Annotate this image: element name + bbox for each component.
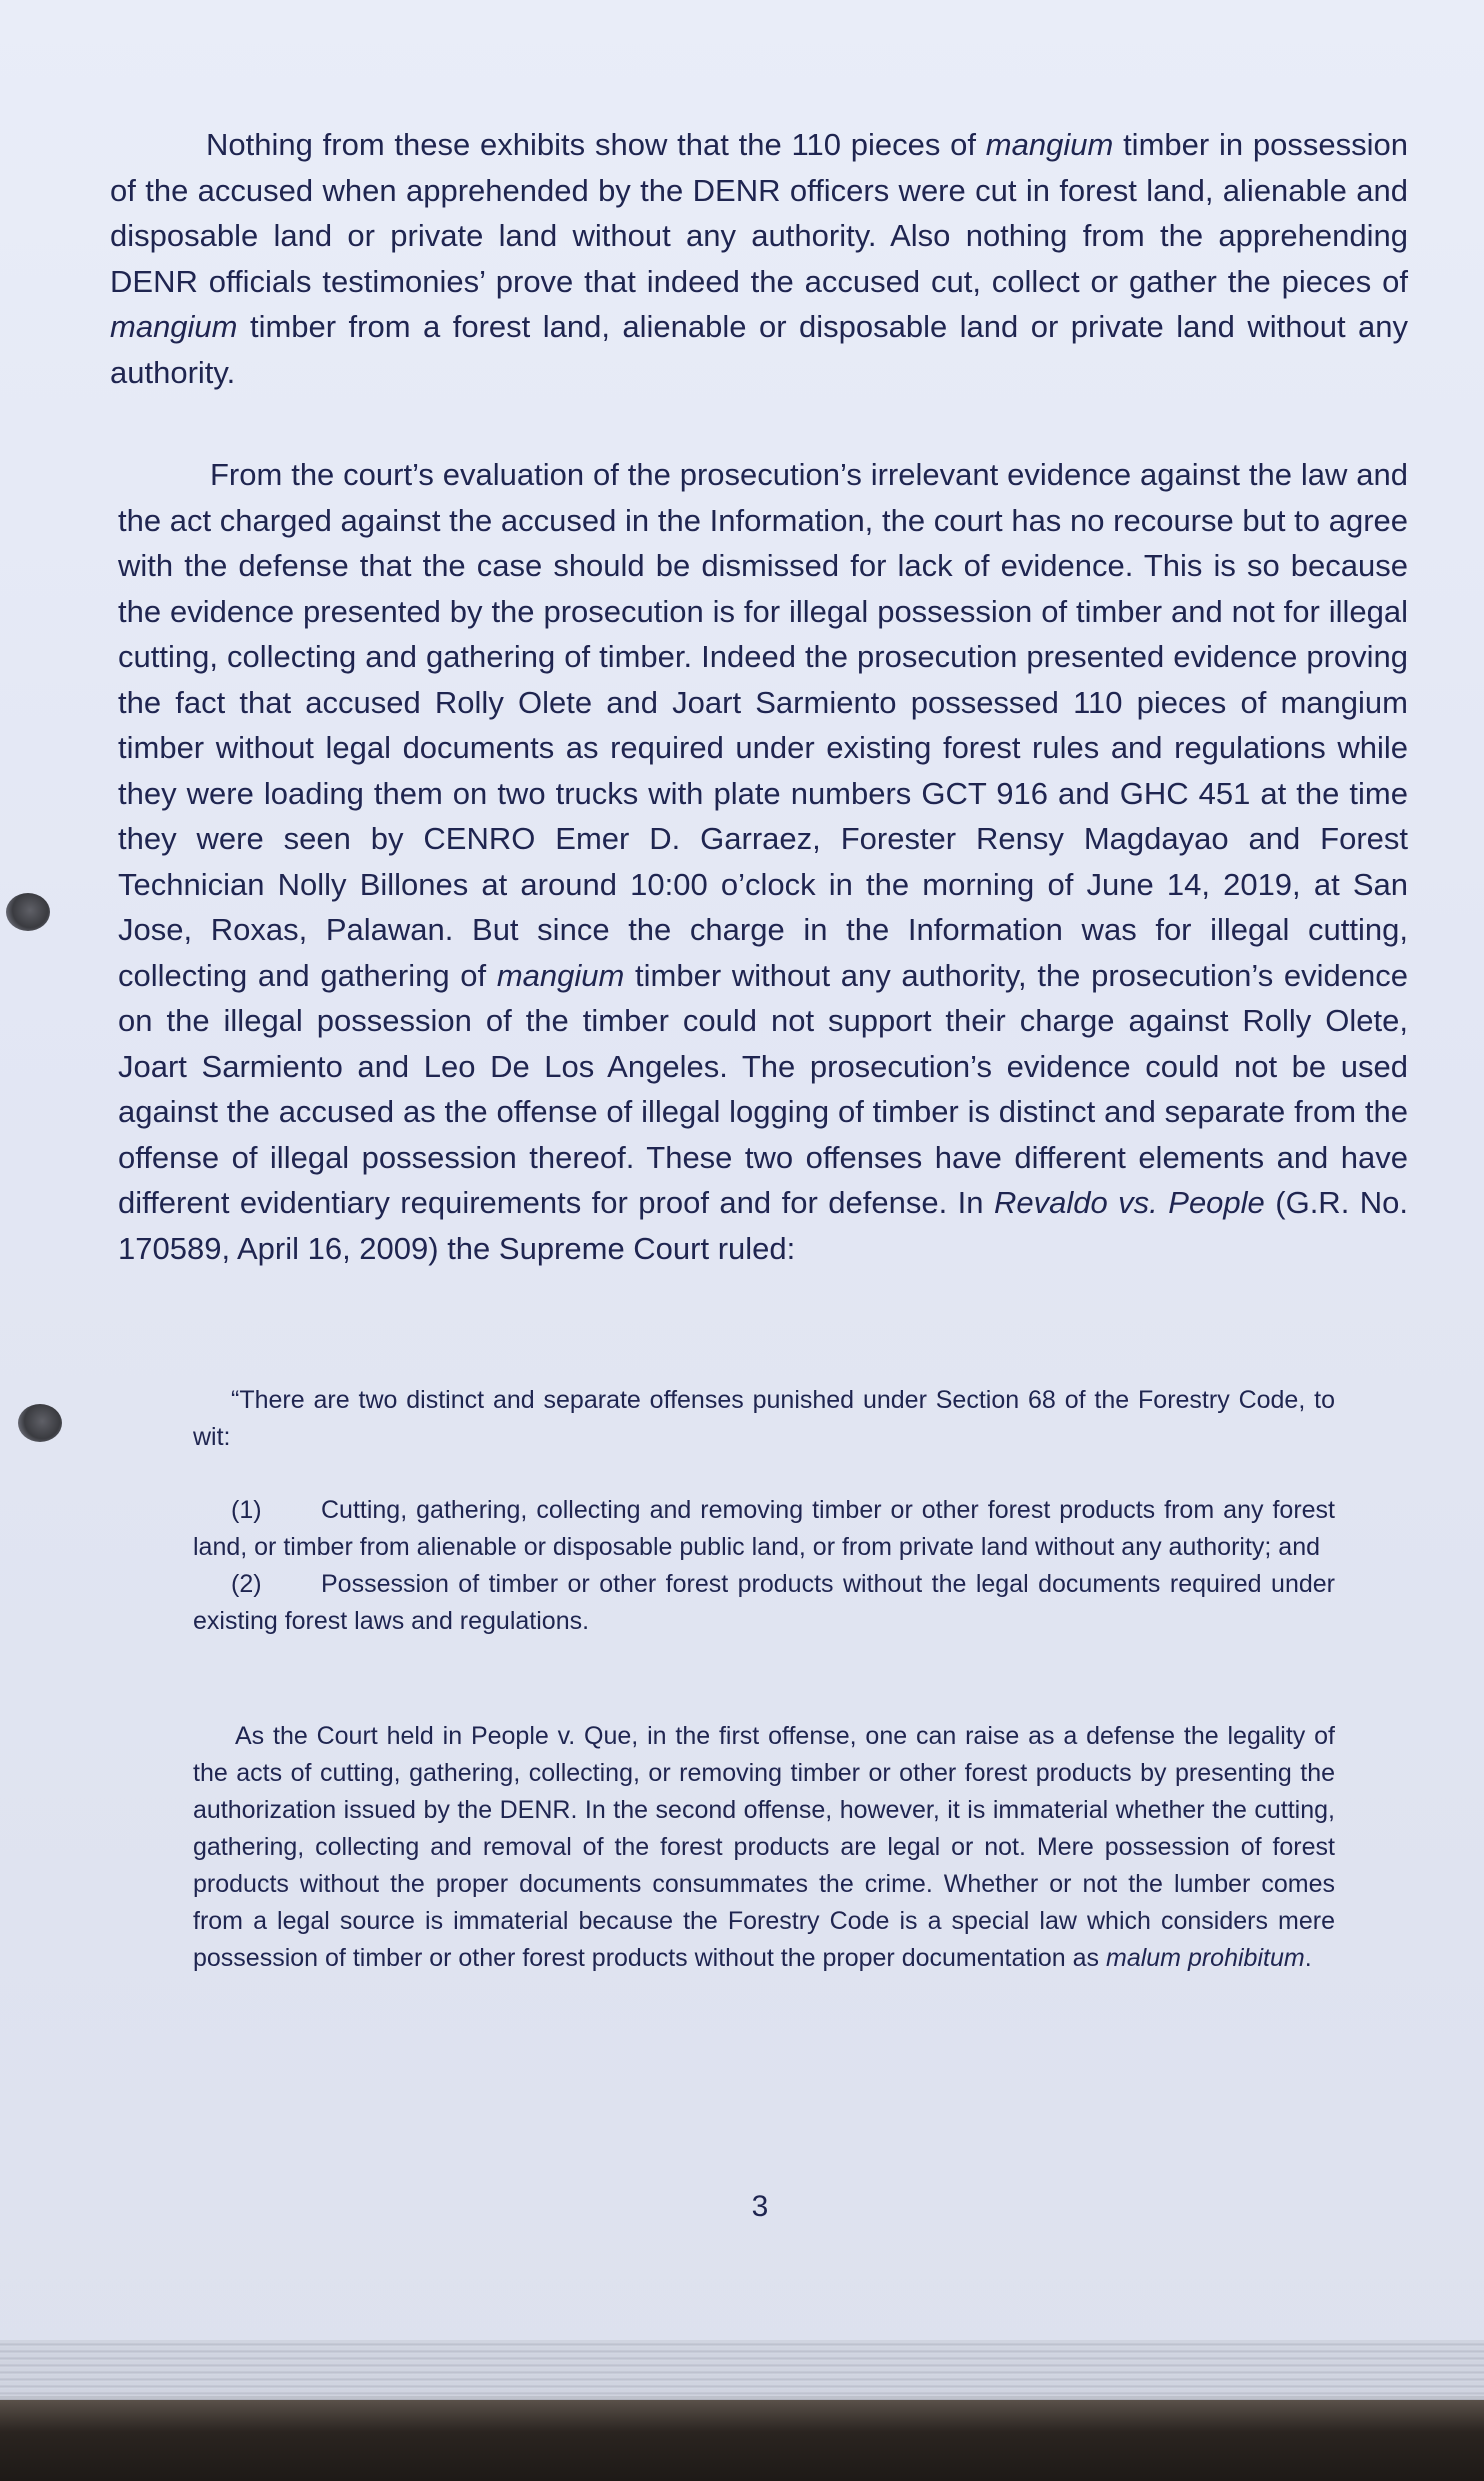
quote-list-number-2: (2) <box>231 1570 262 1598</box>
paragraph-court-evaluation <box>118 452 1408 1271</box>
quote-body-text-a: As the Court held in People v. Que, in the first offense, one can raise as a defense the legality of the acts of cutting, gathering, collecting, or removing timber or other forest products by presenting the authorization issued by the DENR. In the second offense, however, it is immaterial whether the cutting, gathering, collecting and removal of the forest products are legal or not. Mere possession of forest products without the proper documents consummates the crime. Whether or not the lumber comes from a legal source is immaterial because the Forestry Code is a special law which considers mere possession of timber or other forest products without the proper documentation as <box>193 1722 1335 1972</box>
table-surface <box>0 2400 1484 2481</box>
quote-body-italic-latin: malum prohibitum <box>1106 1944 1305 1972</box>
quote-list-item-1 <box>193 1492 1335 1566</box>
para2-italic-case-name: Revaldo vs. People <box>993 1185 1265 1220</box>
quote-list-text-2: Possession of timber or other forest products without the legal documents required under existing forest laws and regulations. <box>193 1570 1335 1635</box>
quote-list-item-2 <box>193 1566 1335 1640</box>
quote-list-text-1: Cutting, gathering, collecting and removing timber or other forest products from any forest land, or timber from alienable or disposable public land, or from private land without any authority; and <box>193 1496 1335 1561</box>
quote-body <box>193 1718 1335 1977</box>
para2-italic-mangium: mangium <box>496 957 625 993</box>
para1-italic-mangium-2: mangium <box>110 309 238 344</box>
quote-list-number-1: (1) <box>231 1496 262 1524</box>
para1-italic-mangium-1: mangium <box>985 127 1114 162</box>
para2-text-e: (G.R. No. 170589, April 16, 2009) the Supreme Court ruled: <box>118 1185 1409 1266</box>
para1-text-a: Nothing from these exhibits show that the 110 pieces of <box>206 127 986 162</box>
quote-offense-list <box>193 1492 1335 1640</box>
para1-text-e: timber from a forest land, alienable or disposable land or private land without any authority. <box>110 309 1408 390</box>
quote-intro: “There are two distinct and separate offenses punished under Section 68 of the Forestry Code, to wit: <box>193 1386 1335 1451</box>
stacked-page-edges <box>0 2340 1484 2400</box>
paragraph-exhibits <box>110 122 1408 395</box>
quote-body-text-c: . <box>1304 1944 1312 1972</box>
punch-hole-lower <box>18 1404 62 1442</box>
para1-text-c: timber in possession of the accused when apprehended by the DENR officers were cut in forest land, alienable and disposable land or private land without any authority. Also nothing from the apprehending DENR officials testimonies’ prove that indeed the accused cut, collect or gather the pieces of <box>110 127 1409 299</box>
para2-text-c: timber without any authority, the prosecution’s evidence on the illegal possession of the timber could not support their charge against Rolly Olete, Joart Sarmiento and Leo De Los Angeles. The prosecution’s evidence could not be used against the accused as the offense of illegal logging of timber is distinct and separate from the offense of illegal possession thereof. These two offenses have different elements and have different evidentiary requirements for proof and for defense. In <box>118 957 1408 1220</box>
para2-text-a: From the court’s evaluation of the prosecution’s irrelevant evidence against the law and the act charged against the accused in the Information, the court has no recourse but to agree with the defense that the case should be dismissed for lack of evidence. This is so because the evidence presented by the prosecution is for illegal possession of timber and not for illegal cutting, collecting and gathering of timber. Indeed the prosecution presented evidence proving the fact that accused Rolly Olete and Joart Sarmiento possessed 110 pieces of mangium timber without legal documents as required under existing forest rules and regulations while they were loading them on two trucks with plate numbers GCT 916 and GHC 451 at the time they were seen by CENRO Emer D. Garraez, Forester Rensy Magdayao and Forest Technician Nolly Billones at around 10:00 o’clock in the morning of June 14, 2019, at San Jose, Roxas, Palawan. But since the charge in the Information was for illegal cutting, collecting and gathering of <box>118 457 1408 993</box>
punch-hole-upper <box>6 893 50 931</box>
page-number: 3 <box>751 2190 769 2223</box>
